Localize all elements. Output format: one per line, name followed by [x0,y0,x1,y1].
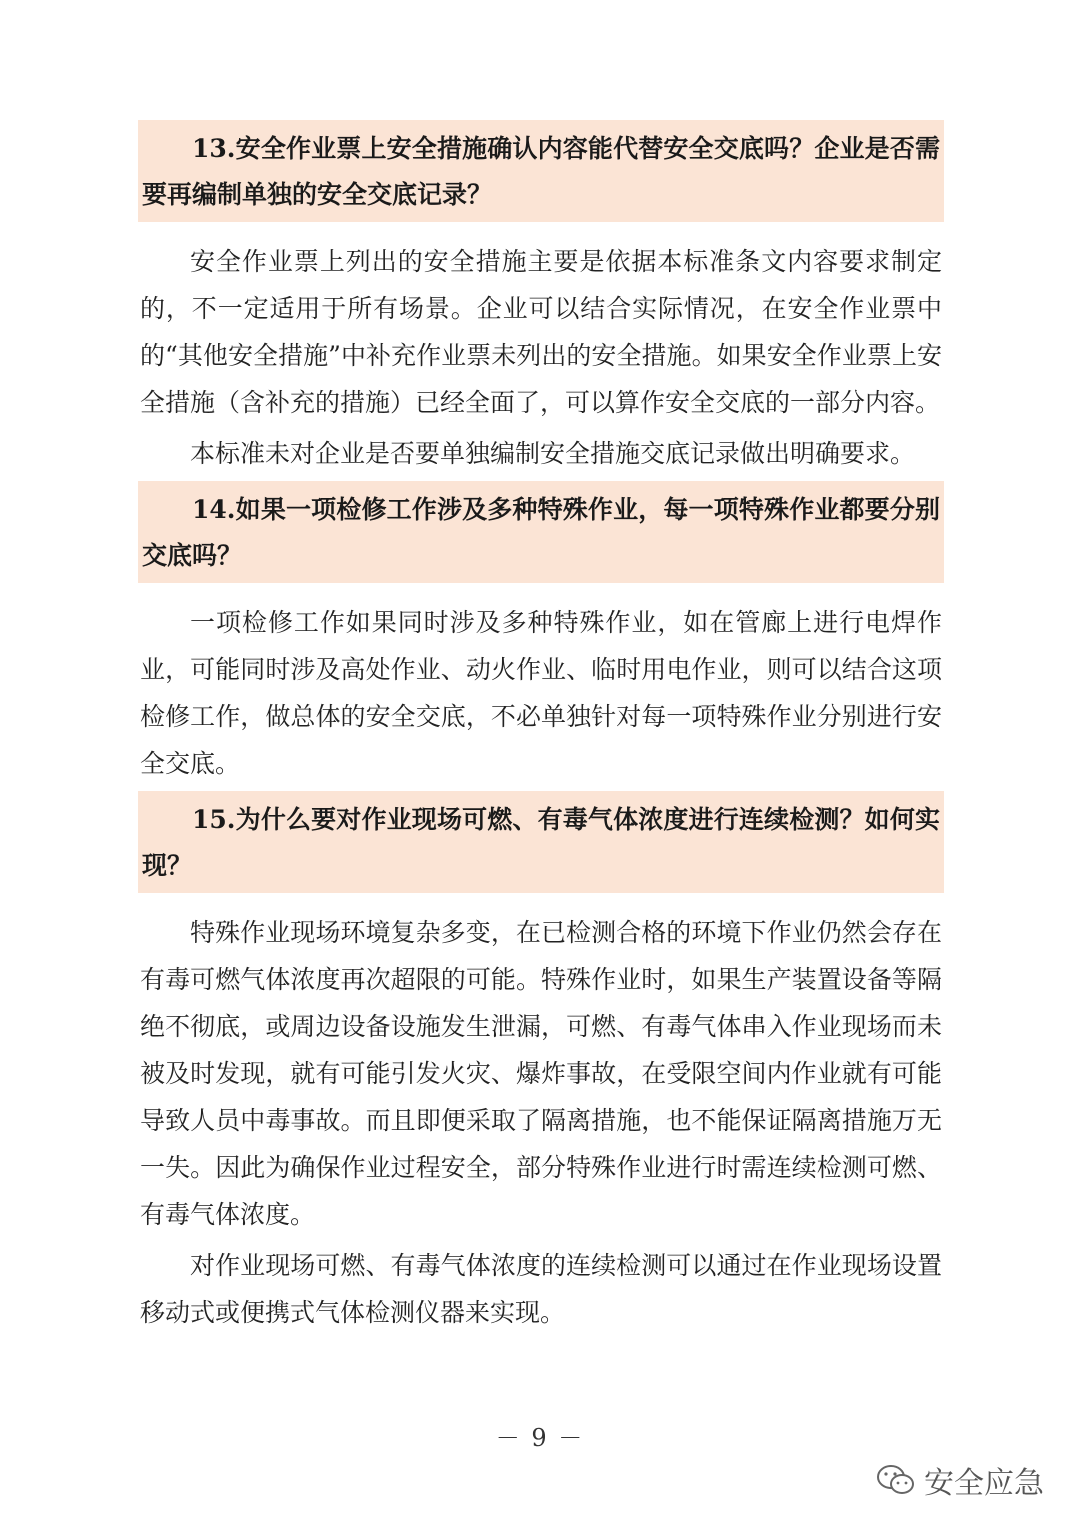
page-number: － 9 － [495,1424,585,1452]
answer-15-paragraph-1: 特殊作业现场环境复杂多变，在已检测合格的环境下作业仍然会存在有毒可燃气体浓度再次超限的可能。特殊作业时，如果生产装置设备等隔绝不彻底，或周边设备设施发生泄漏，可燃、有毒气体串入作业现场而未被及时发现，就有可能引发火灾、爆炸事故，在受限空间内作业就有可能导致人员中毒事故。而且即便采取了隔离措施，也不能保证隔离措施万无一失。因此为确保作业过程安全，部分特殊作业进行时需连续检测可燃、有毒气体浓度。 [140,918,942,1229]
watermark-text: 安全应急 [924,1466,1044,1501]
question-13: 13.安全作业票上安全措施确认内容能代替安全交底吗？企业是否需要再编制单独的安全交底记录？ [138,120,944,222]
watermark [876,1458,1044,1502]
question-15: 15.为什么要对作业现场可燃、有毒气体浓度进行连续检测？如何实现？ [138,791,944,893]
answer-14-paragraph-1: 一项检修工作如果同时涉及多种特殊作业，如在管廊上进行电焊作业，可能同时涉及高处作业、动火作业、临时用电作业，则可以结合这项检修工作，做总体的安全交底，不必单独针对每一项特殊作业分别进行安全交底。 [140,608,942,778]
question-14: 14.如果一项检修工作涉及多种特殊作业，每一项特殊作业都要分别交底吗？ [138,481,944,583]
wechat-icon [876,1463,916,1497]
answer-13-paragraph-2: 本标准未对企业是否要单独编制安全措施交底记录做出明确要求。 [190,439,916,468]
answer-13-paragraph-1: 安全作业票上列出的安全措施主要是依据本标准条文内容要求制定的，不一定适用于所有场景。企业可以结合实际情况，在安全作业票中的“其他安全措施”中补充作业票未列出的安全措施。如果安全作业票上安全措施（含补充的措施）已经全面了，可以算作安全交底的一部分内容。 [140,247,942,417]
answer-15-paragraph-2: 对作业现场可燃、有毒气体浓度的连续检测可以通过在作业现场设置移动式或便携式气体检测仪器来实现。 [140,1251,942,1327]
document-page [138,120,944,1336]
